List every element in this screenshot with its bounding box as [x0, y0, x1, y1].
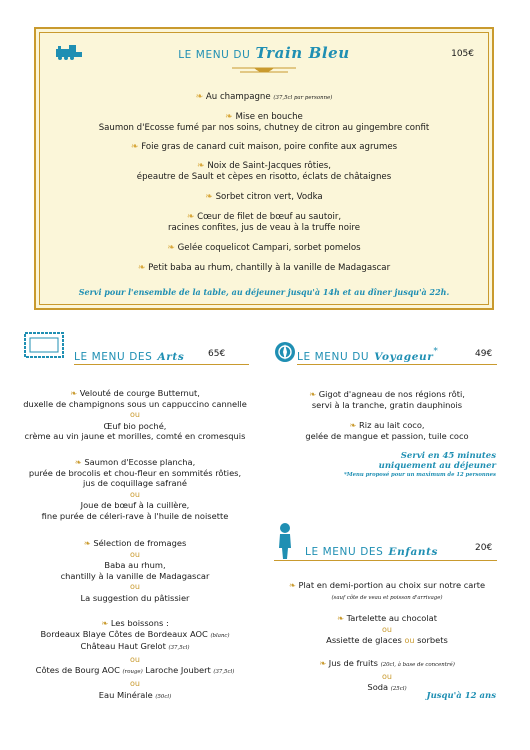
painting-frame-icon	[24, 332, 64, 358]
train-bleu-item-6-desc: racines confites, jus de veau à la truffe noire	[167, 223, 361, 233]
enfants-age-limit: Jusqu'à 12 ans	[426, 691, 496, 701]
enfants-price: 20€	[475, 543, 493, 553]
voyageur-divider	[297, 364, 497, 365]
compass-icon	[274, 341, 296, 363]
train-bleu-footer: Servi pour l'ensemble de la table, au déjeuner jusqu'à 14h et au dîner jusqu'à 22h.	[78, 287, 450, 297]
leaf-icon: ❧	[167, 243, 175, 253]
train-bleu-title-prefix: LE MENU DU	[178, 49, 251, 61]
leaf-icon: ❧	[137, 263, 146, 273]
enfants-item-2: ❧ Tartelette au chocolat ou Assiette de glaces ou sorbets	[326, 613, 448, 646]
leaf-icon: ❧	[319, 658, 327, 668]
voyageur-footnote: *Menu proposé pour un maximum de 12 personnes	[344, 472, 496, 478]
enfants-divider	[274, 560, 497, 561]
train-bleu-item-8: ❧ Petit baba au rhum, chantilly à la vanille de Madagascar	[137, 263, 391, 273]
leaf-icon: ❧	[130, 142, 139, 152]
arts-drinks: ❧ Les boissons : Bordeaux Blaye Côtes de Bordeaux AOC (blanc) Château Haut Grelot (37,5cl) ou Côtes de Bourg AOC (rouge) Laroche Joubert (37,5cl) ou Eau Minérale (50cl)	[35, 618, 235, 700]
ornament-icon	[232, 65, 296, 77]
voyageur-item-1: ❧ Gigot d'agneau de nos régions rôti, servi à la tranche, gratin dauphinois	[309, 389, 465, 410]
train-bleu-title-name: Train Bleu	[255, 44, 350, 62]
leaf-icon: ❧	[225, 112, 233, 122]
leaf-icon: ❧	[197, 161, 205, 171]
train-bleu-item-4-desc: épeautre de Sault et cèpes en risotto, éclats de châtaignes	[136, 172, 392, 182]
train-bleu-title	[36, 43, 492, 62]
train-bleu-item-4: ❧ Noix de Saint-Jacques rôties,	[197, 161, 331, 171]
voyageur-title: LE MENU DU Voyageur*	[297, 346, 438, 363]
leaf-icon: ❧	[309, 389, 317, 399]
child-silhouette-icon	[276, 522, 294, 560]
enfants-item-3: ❧ Jus de fruits (20cl, à base de concentré) ou Soda (25cl)	[319, 658, 455, 693]
arts-divider	[74, 364, 249, 365]
arts-price: 65€	[208, 349, 226, 359]
train-bleu-item-2: ❧ Mise en bouche	[225, 112, 303, 122]
enfants-item-1: ❧ Plat en demi-portion au choix sur notre carte (sauf côte de veau et poisson d'arrivage)	[288, 580, 486, 601]
leaf-icon: ❧	[101, 618, 109, 628]
leaf-icon: ❧	[288, 580, 296, 590]
leaf-icon: ❧	[186, 212, 195, 222]
enfants-title: LE MENU DES Enfants	[305, 546, 439, 558]
arts-starter-1: ❧ Velouté de courge Butternut, duxelle de champignons sous un cappuccino cannelle ou Œuf bio poché, crème au vin jaune et morilles, comté en cromesquis	[23, 388, 247, 442]
train-bleu-item-5: ❧ Sorbet citron vert, Vodka	[205, 192, 323, 202]
train-bleu-item-6: ❧ Cœur de filet de bœuf au sautoir,	[186, 212, 342, 222]
voyageur-served: Servi en 45 minutes uniquement au déjeuner	[378, 451, 496, 471]
arts-title: LE MENU DES Arts	[74, 351, 185, 363]
leaf-icon: ❧	[349, 420, 357, 430]
leaf-icon: ❧	[74, 457, 82, 467]
train-bleu-item-1: ❧ Au champagne (37,5cl par personne)	[195, 92, 333, 102]
train-bleu-item-3: ❧ Foie gras de canard cuit maison, poire confite aux agrumes	[130, 142, 398, 152]
arts-title-name: Arts	[157, 351, 185, 363]
leaf-icon: ❧	[337, 613, 344, 623]
leaf-icon: ❧	[205, 192, 213, 202]
leaf-icon: ❧	[195, 92, 204, 102]
train-bleu-menu-box	[34, 27, 494, 310]
train-bleu-item-2-desc: Saumon d'Ecosse fumé par nos soins, chutney de citron au gingembre confit	[98, 123, 430, 133]
enfants-title-name: Enfants	[388, 546, 439, 558]
arts-main-1: ❧ Saumon d'Ecosse plancha, purée de brocolis et chou-fleur en sommités rôties, jus de coquillage safrané ou Joue de bœuf à la cuillère, fine purée de céleri-rave à l'huile de noisette	[28, 457, 242, 521]
train-bleu-item-7: ❧ Gelée coquelicot Campari, sorbet pomelos	[167, 243, 361, 253]
train-bleu-price: 105€	[451, 49, 474, 59]
voyageur-price: 49€	[475, 349, 493, 359]
arts-dessert: ❧ Sélection de fromages ou Baba au rhum, chantilly à la vanille de Madagascar ou La suggestion du pâtissier	[60, 538, 210, 603]
leaf-icon: ❧	[70, 388, 78, 398]
voyageur-title-name: Voyageur	[374, 351, 434, 363]
voyageur-item-2: ❧ Riz au lait coco, gelée de mangue et passion, tuile coco	[305, 420, 469, 441]
leaf-icon: ❧	[83, 538, 91, 548]
